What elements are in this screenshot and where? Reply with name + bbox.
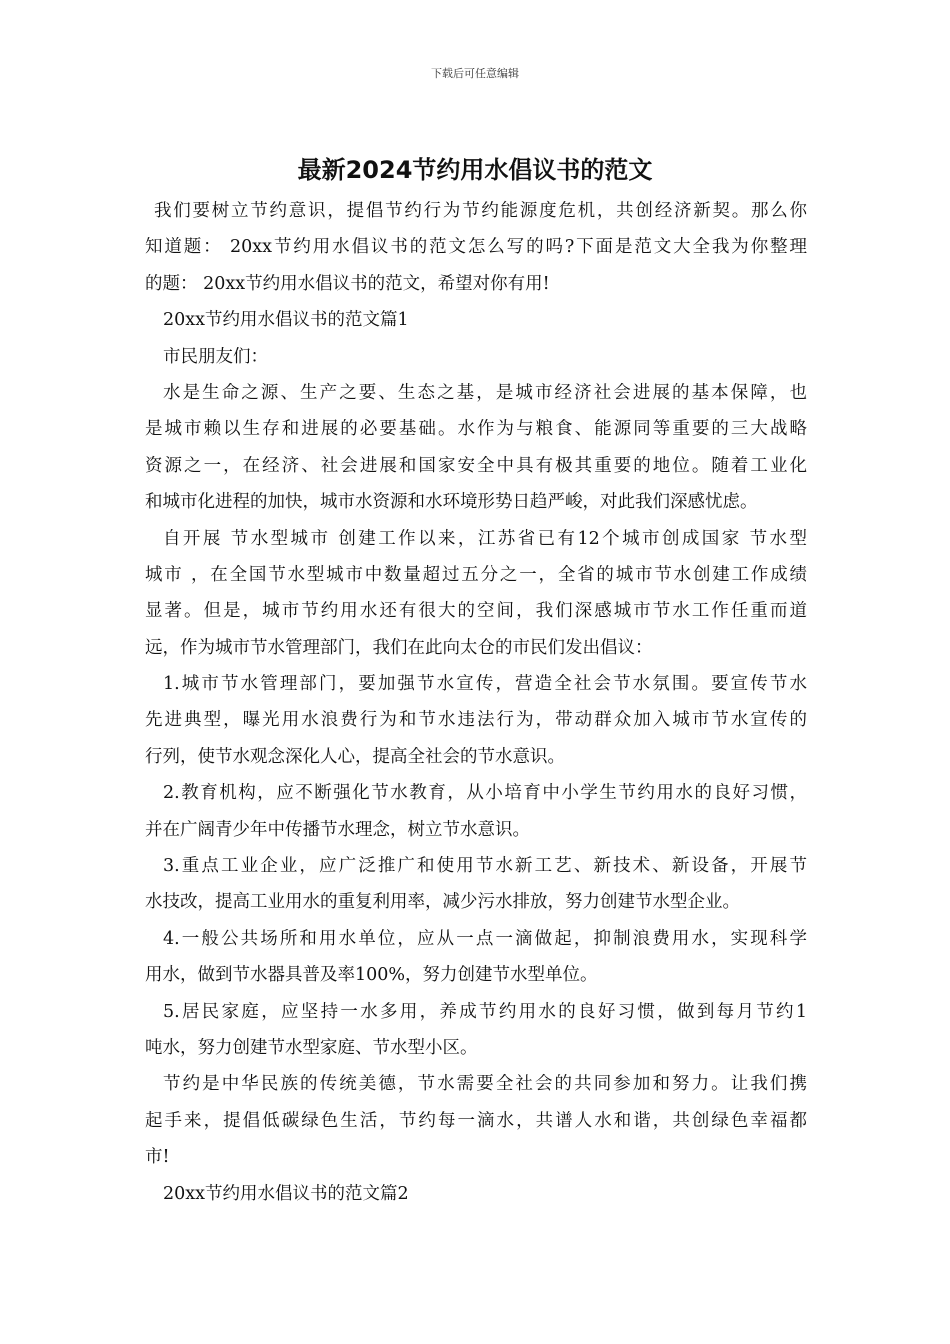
text-line: 远，作为城市节水管理部门，我们在此向太仓的市民们发出倡议：: [145, 637, 653, 658]
text-line: 2.教育机构，应不断强化节水教育，从小培育中小学生节约用水的良好习惯，: [163, 783, 807, 804]
paragraph: [145, 666, 807, 775]
paragraph: [145, 302, 807, 338]
text-line: 是城市赖以生存和进展的必要基础。水作为与粮食、能源同等重要的三大战略: [145, 419, 807, 440]
text-line: 起手来，提倡低碳绿色生活，节约每一滴水，共谱人水和谐，共创绿色幸福都: [145, 1110, 807, 1131]
paragraph: [145, 375, 807, 521]
text-line: 水是生命之源、生产之要、生态之基，是城市经济社会进展的基本保障，也: [163, 382, 807, 403]
text-line: 先进典型，曝光用水浪费行为和节水违法行为，带动群众加入城市节水宣传的: [145, 710, 807, 731]
text-line: 吨水，努力创建节水型家庭、节水型小区。: [145, 1037, 478, 1058]
text-line: 行列，使节水观念深化人心，提高全社会的节水意识。: [145, 746, 565, 767]
paragraph: [145, 339, 807, 375]
document-body: [145, 193, 807, 1212]
document-title: 最新2024节约用水倡议书的范文: [297, 156, 653, 184]
text-line: 城市 ，在全国节水型城市中数量超过五分之一，全省的城市节水创建工作成绩: [145, 564, 807, 585]
text-line: 水技改，提高工业用水的重复利用率，减少污水排放，努力创建节水型企业。: [145, 892, 740, 913]
page-header: 下载后可任意编辑: [431, 67, 519, 80]
text-line: 并在广阔青少年中传播节水理念，树立节水意识。: [145, 819, 530, 840]
paragraph: [145, 193, 807, 302]
text-line: 的题： 20xx节约用水倡议书的范文，希望对你有用!: [145, 273, 550, 294]
paragraph: [145, 1176, 807, 1212]
text-line: 和城市化进程的加快，城市水资源和水环境形势日趋严峻，对此我们深感忧虑。: [145, 492, 758, 513]
text-line: 我们要树立节约意识，提倡节约行为节约能源度危机，共创经济新契。那么你: [154, 201, 807, 221]
text-line: 20xx节约用水倡议书的范文篇2: [163, 1183, 409, 1204]
text-line: 市民朋友们：: [163, 346, 268, 367]
text-line: 4.一般公共场所和用水单位，应从一点一滴做起，抑制浪费用水，实现科学: [163, 928, 807, 949]
text-line: 5.居民家庭，应坚持一水多用，养成节约用水的良好习惯，做到每月节约1: [163, 1001, 807, 1022]
text-line: 自开展 节水型城市 创建工作以来，江苏省已有12个城市创成国家 节水型: [163, 528, 807, 549]
paragraph: [145, 994, 807, 1067]
text-line: 1.城市节水管理部门，要加强节水宣传，营造全社会节水氛围。要宣传节水: [163, 674, 807, 695]
paragraph: [145, 775, 807, 848]
text-line: 知道题： 20xx节约用水倡议书的范文怎么写的吗?下面是范文大全我为你整理: [145, 237, 807, 258]
text-line: 资源之一，在经济、社会进展和国家安全中具有极其重要的地位。随着工业化: [145, 455, 807, 476]
text-line: 显著。但是，城市节约用水还有很大的空间，我们深感城市节水工作任重而道: [145, 601, 807, 622]
text-line: 20xx节约用水倡议书的范文篇1: [163, 310, 409, 331]
text-line: 市!: [145, 1147, 170, 1168]
paragraph: [145, 921, 807, 994]
text-line: 3.重点工业企业，应广泛推广和使用节水新工艺、新技术、新设备，开展节: [163, 856, 807, 877]
text-line: 用水，做到节水器具普及率100%，努力创建节水型单位。: [145, 965, 598, 986]
paragraph: [145, 848, 807, 921]
paragraph: [145, 1066, 807, 1175]
paragraph: [145, 521, 807, 667]
text-line: 节约是中华民族的传统美德，节水需要全社会的共同参加和努力。让我们携: [163, 1074, 807, 1095]
